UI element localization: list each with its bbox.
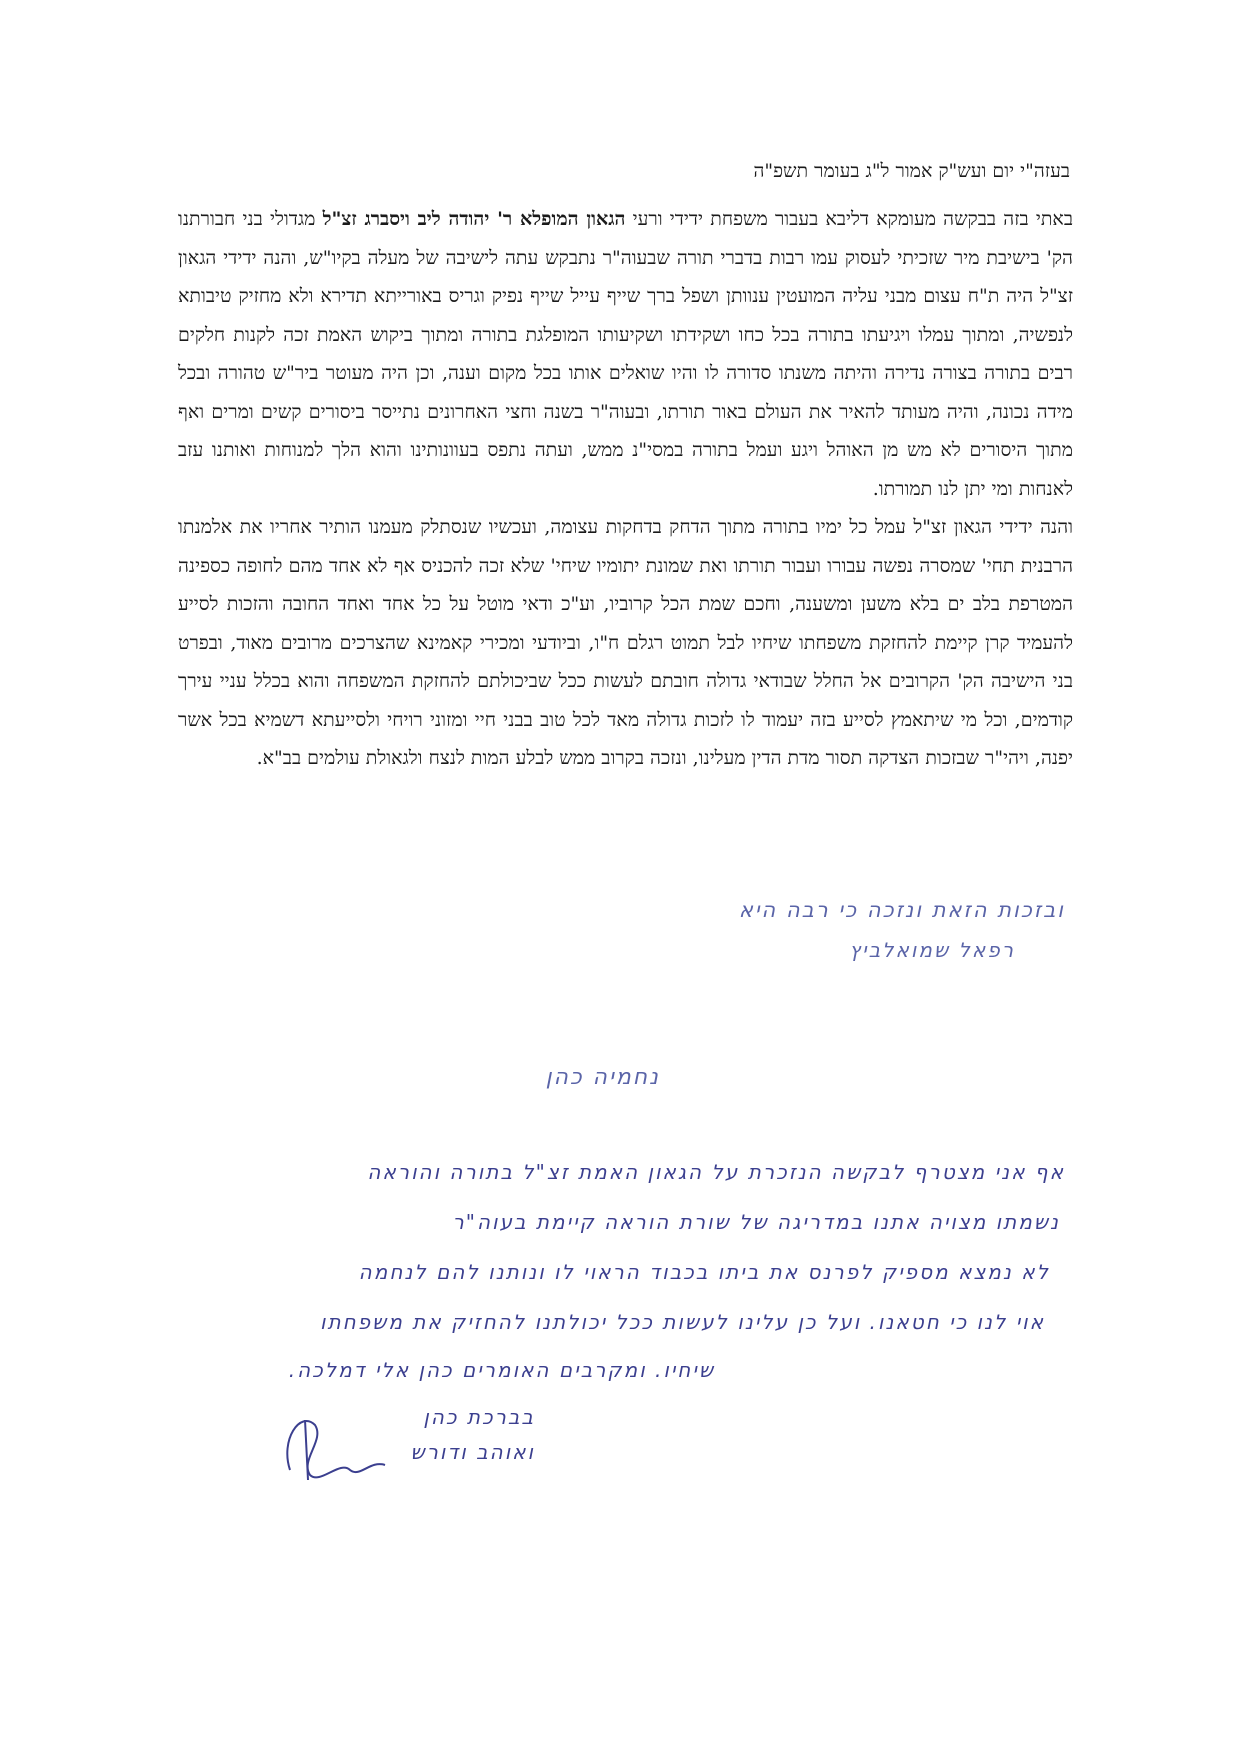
letter-body: [178, 200, 1073, 778]
paragraph-1-start: באתי בזה בבקשה מעומקא דליבא בעבור משפחת ידידי ורעי: [625, 208, 1073, 230]
handwritten-note-3-line-1: אף אני מצטרף לבקשה הנזכרת על הגאון האמת זצ"ל בתורה והוראה: [367, 1160, 1065, 1184]
paragraph-1: [178, 200, 1073, 508]
handwritten-note-3-line-5: שיחיו. ומקרבים האומרים כהן אלי דמלכה.: [288, 1358, 715, 1382]
honoree-name: הגאון המופלא ר' יהודה ליב ויסברג זצ"ל: [322, 208, 626, 230]
handwritten-signature-2: נחמיה כהן: [545, 1065, 660, 1090]
handwritten-note-3-line-3: לא נמצא מספיק לפרנס את ביתו בכבוד הראוי לו ונותנו להם לנחמה: [358, 1260, 1050, 1284]
paragraph-2: והנה ידידי הגאון זצ"ל עמל כל ימיו בתורה מתוך הדחק בדחקות עצומה, ועכשיו שנסתלק מעמנו הותיר אחריו את אלמנתו הרבנית תחי' שמסרה נפשה עבורו ועבור תורתו ואת שמונת יתומיו שיחי' שלא זכה להכניס אף לא אחד מהם לחופה כספינה המטרפת בלב ים בלא משען ומשענה, וחכם שמת הכל קרוביו, וע"כ ודאי מוטל על כל אחד ואחד החובה והזכות לסייע להעמיד קרן קיימת להחזקת משפחתו שיחיו לבל תמוט רגלם ח"ו, וביודעי ומכירי קאמינא שהצרכים מרובים מאוד, ובפרט בני הישיבה הק' הקרובים אל החלל שבודאי גדולה חובתם לעשות ככל שביכולתם להחזקת המשפחה והוא בכלל עניי עירך קודמים, וכל מי שיתאמץ לסייע בזה יעמוד לו לזכות גדולה מאד לכל טוב בבני חיי ומזוני רויחי ולסייעתא דשמיא בכל אשר יפנה, ויהי"ר שבזכות הצדקה תסור מדת הדין מעלינו, ונזכה בקרוב ממש לבלע המות לנצח ולגאולת עולמים בב"א.: [178, 516, 1073, 769]
handwritten-closing-1: בברכת כהן: [423, 1405, 535, 1429]
signature-scribble-icon: [270, 1400, 400, 1490]
paragraph-1-rest: מגדולי בני חבורתנו הק' בישיבת מיר שזכיתי לעסוק עמו רבות בדברי תורה שבעוה"ר נתבקש עתה לישיבה של מעלה בקיו"ש, והנה ידידי הגאון זצ"ל היה ת"ח עצום מבני עליה המועטין ענוותן ושפל ברך שייף עייל שייף נפיק וגריס באורייתא תדירא ולא מחזיק טיבותא לנפשיה, ומתוך עמלו ויגיעתו בתורה בכל כחו ושקידתו ושקיעותו המופלגת בתורה ומתוך ביקוש האמת זכה לקנות חלקים רבים בתורה בצורה נדירה והיתה משנתו סדורה לו והיו שואלים אותו בכל מקום וענה, וכן היה מעוטר ביר"ש טהורה ובכל מידה נכונה, והיה מעותד להאיר את העולם באור תורתו, ובעוה"ר בשנה וחצי האחרונים נתייסר ביסורים קשים ומרים ואף מתוך היסורים לא מש מן האוהל ויגע ועמל בתורה במסי"נ ממש, ועתה נתפס בעוונותינו והוא הלך למנוחות ואותנו עזב לאנחות ומי יתן לנו תמורתו.: [178, 208, 1073, 500]
handwritten-signature-1: רפאל שמואלביץ: [849, 938, 1015, 962]
handwritten-note-3-line-2: נשמתו מצויה אתנו במדריגה של שורת הוראה קיימת בעוה"ר: [452, 1210, 1060, 1234]
handwritten-note-1-line-1: ובזכות הזאת ונזכה כי רבה היא: [738, 898, 1065, 922]
handwritten-closing-2: ואוהב ודורש: [410, 1440, 535, 1464]
dateline: בעזה"י יום ועש"ק אמור ל"ג בעומר תשפ"ה: [753, 160, 1070, 182]
handwritten-note-3-line-4: אוי לנו כי חטאנו. ועל כן עלינו לעשות ככל יכולתנו להחזיק את משפחתו: [320, 1310, 1045, 1334]
